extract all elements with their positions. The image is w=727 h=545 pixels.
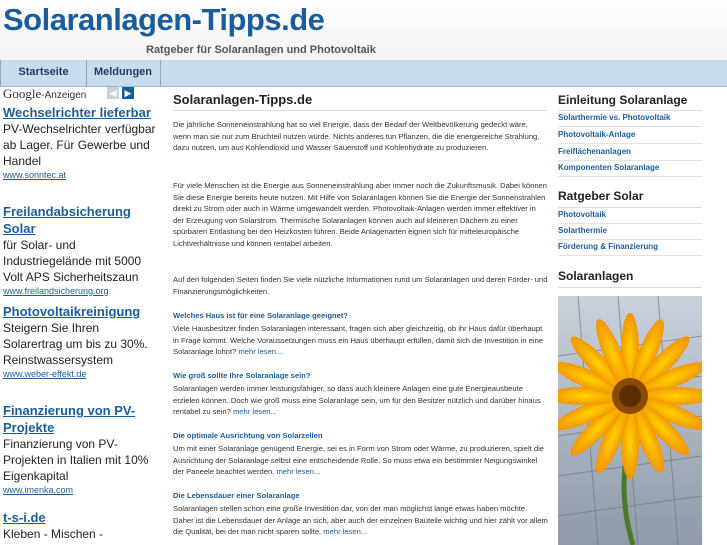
sidebar-link[interactable]: Photovoltaik bbox=[558, 207, 702, 224]
ad-item bbox=[3, 509, 158, 542]
intro-paragraph: Für viele Menschen ist die Energie aus Sonneneinstrahlung aber immer noch die Zukunftsmusik. Dabei können Sie diese Energie bereits heute nutzen. Mit Hilfe von Solaranlagen können Sie die Energie der Sonnenstrahlen direkt zu Strom oder auch in Wärme umgewandelt werden. Photovoltaik-Anlagen werden immer effektiver in der Erzeugung von Solarstrom. Thermische Solaranlagen können auch auf kleineren Dächern zu einer spürbaren Entlastung bei den Heizkosten führen. Beide Anlagenarten eignen sich für mitteleuropäische Lichtverhältnisse und können rentabel arbeiten. bbox=[173, 181, 547, 248]
site-header bbox=[0, 0, 727, 61]
section-text bbox=[173, 443, 548, 478]
ad-item bbox=[3, 203, 158, 297]
sidebar-heading: Solaranlagen bbox=[558, 269, 634, 283]
section-text bbox=[173, 383, 548, 418]
section-heading[interactable]: Die optimale Ausrichtung von Solarzellen bbox=[173, 431, 323, 440]
section-body: Solaranlagen werden immer leistungsfähiger, so dass auch kleinere Anlagen eine gute Energieausbeute erzielen können. Doch wie groß muss eine Solaranlage sein, um für den Besitzer nützlich und darüber hinaus rentabel zu sein? bbox=[173, 384, 541, 416]
ad-url[interactable]: www.weber-effekt.de bbox=[3, 369, 87, 379]
site-subtitle: Ratgeber für Solaranlagen und Photovoltaik bbox=[146, 44, 376, 56]
main-content bbox=[173, 86, 548, 545]
nav-startseite[interactable]: Startseite bbox=[0, 60, 87, 86]
section-heading[interactable]: Die Lebensdauer einer Solaranlage bbox=[173, 491, 300, 500]
ad-item bbox=[3, 303, 158, 380]
sidebar-heading: Ratgeber Solar bbox=[558, 189, 644, 203]
section-text bbox=[173, 503, 548, 538]
chevron-right-icon[interactable]: ▶ bbox=[122, 87, 134, 99]
sidebar-link[interactable]: Freiflächenanlagen bbox=[558, 144, 702, 161]
section-body: Viele Hausbesitzer finden Solaranlagen interessant, fragen sich aber gleichzeitig, ob ihr Haus dafür überhaupt in Frage kommt. Welche Voraussetzungen muss ein Haus überhaupt erfüllen, damit sich die Investition in eine Solaranlage lohnt? bbox=[173, 324, 544, 356]
section-heading[interactable]: Welches Haus ist für eine Solaranlage geeignet? bbox=[173, 311, 348, 320]
sidebar-link[interactable]: Photovoltaik-Anlage bbox=[558, 127, 702, 144]
ad-url[interactable]: www.imenka.com bbox=[3, 485, 74, 495]
nav-meldungen[interactable]: Meldungen bbox=[86, 60, 161, 86]
sidebar-link[interactable]: Solarthermie bbox=[558, 223, 702, 240]
sidebar-link[interactable]: Komponenten Solaranlage bbox=[558, 160, 702, 177]
ad-title[interactable]: Wechselrichter lieferbar bbox=[3, 105, 151, 120]
read-more-link[interactable]: mehr lesen... bbox=[238, 347, 283, 356]
ad-column bbox=[0, 86, 160, 545]
intro-paragraph: Die jährliche Sonneneinstrahlung hat so viel Energie, dass der Bedarf der Weltbevölkerung gedeckt wäre, wenn man sie nur zum Bruchteil nutzen würde. Nichts anderes tun Pflanzen, die die energiereiche Strahlung, dazu nutzen, um aus Kohlendioxid und Wasser Sauerstoff und Kohlenhydrate zu produzieren. bbox=[173, 120, 540, 152]
ad-url[interactable]: www.sonntec.at bbox=[3, 170, 67, 180]
ad-text: PV-Wechselrichter verfügbar ab Lager. Für Gewerbe und Handel bbox=[3, 122, 156, 168]
ad-text: für Solar- und Industriegelände mit 5000 Volt APS Sicherheitszaun bbox=[3, 238, 142, 284]
ad-title[interactable]: t-s-i.de bbox=[3, 510, 46, 525]
ad-text: Finanzierung von PV-Projekten in Italien mit 10% Eigenkapital bbox=[3, 437, 149, 483]
ad-item bbox=[3, 402, 158, 496]
main-nav bbox=[0, 60, 727, 87]
sidebar-divider bbox=[558, 287, 702, 288]
ad-item bbox=[3, 104, 158, 181]
ad-text: Steigern Sie Ihren Solarertrag um bis zu 30%. Reinstwassersystem bbox=[3, 321, 148, 367]
page-title: Solaranlagen-Tipps.de bbox=[173, 92, 313, 107]
flower-image bbox=[558, 296, 702, 545]
sidebar-link[interactable]: Solarthermie vs. Photovoltaik bbox=[558, 110, 702, 127]
section-body: Solaranlagen stellen schon eine große Investition dar, von der man möglichst lange etwas haben möchte. Daher ist die Lebensdauer der Anlage an sich, aber auch der einzelnen Bauteile wichtig und hier zählt vor allem die Qualität, bei der man nicht sparen sollte. bbox=[173, 504, 548, 536]
ads-bar bbox=[3, 86, 86, 100]
read-more-link[interactable]: mehr lesen... bbox=[323, 527, 368, 536]
ad-text: Kleben - Mischen - bbox=[3, 527, 104, 541]
title-divider bbox=[173, 110, 547, 111]
ad-title[interactable]: Finanzierung von PV-Projekte bbox=[3, 403, 136, 435]
read-more-link[interactable]: mehr lesen... bbox=[232, 407, 277, 416]
section-heading[interactable]: Wie groß sollte Ihre Solaranlage sein? bbox=[173, 371, 311, 380]
sunflower-on-solar-panels-image bbox=[558, 296, 702, 545]
ad-url[interactable]: www.freilandsicherung.org bbox=[3, 286, 109, 296]
ad-title[interactable]: Freilandabsicherung Solar bbox=[3, 204, 131, 236]
chevron-left-icon[interactable]: ◀ bbox=[107, 87, 119, 99]
site-title[interactable]: Solaranlagen-Tipps.de bbox=[3, 2, 325, 37]
read-more-link[interactable]: mehr lesen... bbox=[276, 467, 321, 476]
ads-label: -Anzeigen bbox=[41, 90, 87, 101]
sidebar-link[interactable]: Förderung & Finanzierung bbox=[558, 239, 702, 256]
intro-paragraph: Auf den folgenden Seiten finden Sie viele nützliche Informationen rund um Solaranlagen und deren Förder- und Finanzierungsmöglichkeiten. bbox=[173, 275, 548, 296]
ad-title[interactable]: Photovoltaikreinigung bbox=[3, 304, 141, 319]
sidebar-heading: Einleitung Solaranlage bbox=[558, 93, 688, 107]
google-label: Google bbox=[3, 86, 42, 101]
section-body: Um mit einer Solaranlage genügend Energie, sei es in Form von Strom oder Wärme, zu produzieren, spielt die Ausrichtung der Solaranlage selbst eine entscheidende Rolle. So muss etwa ein bestimmter Neigungswinkel der Paneele beachtet werden. bbox=[173, 444, 545, 476]
right-sidebar bbox=[558, 86, 727, 545]
section-text bbox=[173, 323, 548, 358]
